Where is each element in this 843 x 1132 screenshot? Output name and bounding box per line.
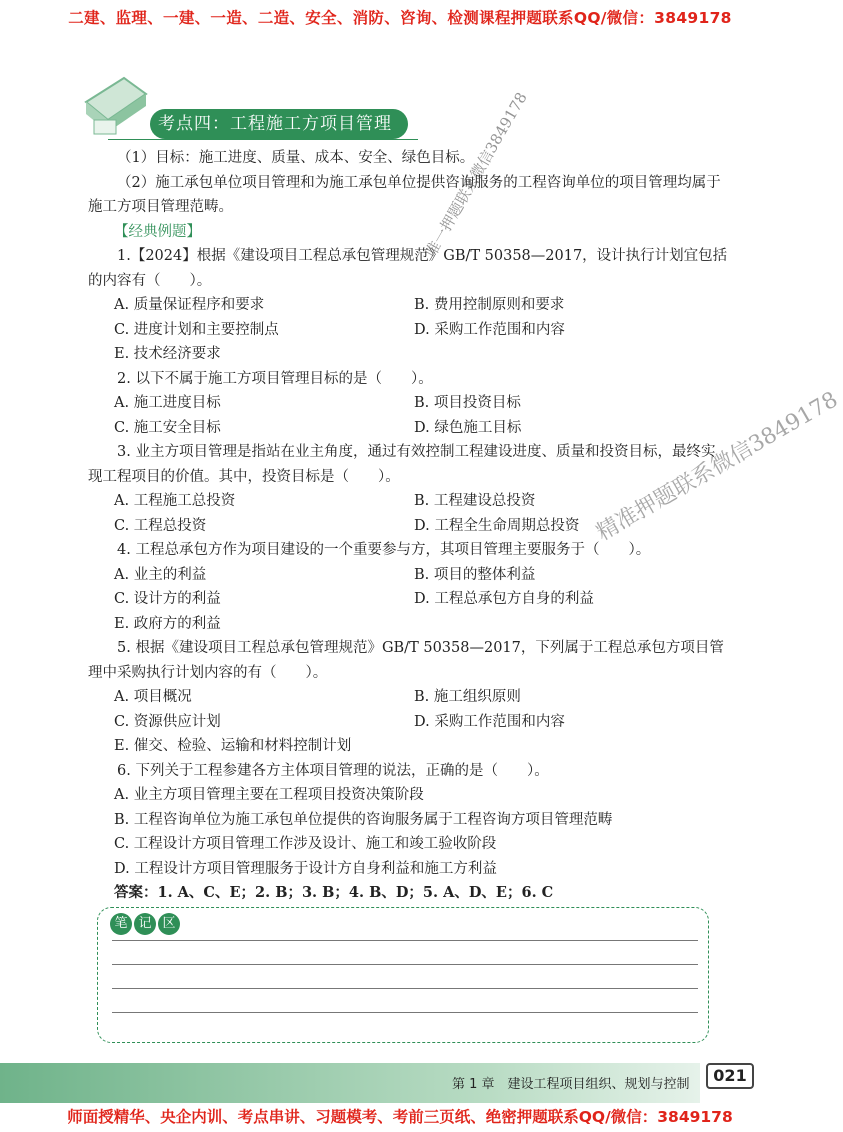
- option: A. 工程施工总投资: [114, 493, 236, 509]
- option: D. 绿色施工目标: [414, 419, 522, 436]
- question-6: [88, 759, 728, 882]
- option: C. 资源供应计划: [114, 713, 221, 730]
- option: D. 采购工作范围和内容: [414, 321, 565, 338]
- answer-key: 答案：1. A、C、E；2. B；3. B；4. B、D；5. A、D、E；6. C: [114, 884, 554, 901]
- option: B. 项目的整体利益: [414, 566, 536, 583]
- watermark: 唯一押题联系微信3849178: [421, 89, 531, 260]
- point-2: （2）施工承包单位项目管理和为施工承包单位提供咨询服务的工程咨询单位的项目管理均属于施工方项目管理范畴。: [88, 174, 721, 215]
- bottom-banner: 师面授精华、央企内训、考点串讲、习题模考、考前三页纸、绝密押题联系QQ/微信：3849178: [67, 1108, 733, 1126]
- note-line: [112, 940, 698, 941]
- examples-tag: 【经典例题】: [114, 223, 201, 240]
- question-5: [88, 636, 728, 759]
- notes-label-char: 记: [134, 913, 156, 935]
- option: C. 施工安全目标: [114, 419, 221, 436]
- option: B. 项目投资目标: [414, 395, 521, 411]
- option: B. 费用控制原则和要求: [414, 297, 565, 313]
- option: B. 工程咨询单位为施工承包单位提供的咨询服务属于工程咨询方项目管理范畴: [114, 811, 613, 828]
- notes-label: [110, 913, 180, 935]
- note-line: [112, 964, 698, 965]
- notes-label-char: 区: [158, 913, 180, 935]
- question-4: [88, 538, 728, 636]
- question-stem: 5. 根据《建设项目工程总承包管理规范》GB/T 50358—2017，下列属于工程总承包方项目管理中采购执行计划内容的有（ ）。: [88, 640, 724, 681]
- option: A. 业主的利益: [114, 566, 207, 583]
- point-1: （1）目标：施工进度、质量、成本、安全、绿色目标。: [117, 150, 475, 166]
- option: E. 技术经济要求: [114, 346, 221, 362]
- option: D. 工程总承包方自身的利益: [414, 591, 594, 607]
- option: C. 设计方的利益: [114, 591, 221, 607]
- option: C. 工程总投资: [114, 517, 207, 534]
- notes-area: [97, 907, 709, 1043]
- option: A. 项目概况: [114, 689, 192, 705]
- question-2: [88, 367, 728, 441]
- option: C. 工程设计方项目管理工作涉及设计、施工和竣工验收阶段: [114, 836, 497, 852]
- option: C. 进度计划和主要控制点: [114, 321, 279, 338]
- option: B. 工程建设总投资: [414, 493, 536, 509]
- question-stem: 3. 业主方项目管理是指站在业主角度，通过有效控制工程建设进度、质量和投资目标，最终实现工程项目的价值。其中，投资目标是（ ）。: [88, 444, 716, 485]
- notes-label-char: 笔: [110, 913, 132, 935]
- page-number: 021: [706, 1063, 754, 1089]
- question-stem: 4. 工程总承包方作为项目建设的一个重要参与方，其项目管理主要服务于（ ）。: [117, 542, 651, 558]
- option: A. 施工进度目标: [114, 395, 221, 411]
- option: A. 质量保证程序和要求: [114, 297, 265, 313]
- book-logo-icon: [80, 72, 152, 140]
- chapter-title: 第 1 章 建设工程项目组织、规划与控制: [452, 1077, 690, 1092]
- question-1: [88, 244, 728, 367]
- option: D. 工程设计方项目管理服务于设计方自身利益和施工方利益: [114, 860, 497, 877]
- option: E. 催交、检验、运输和材料控制计划: [114, 738, 352, 754]
- note-line: [112, 988, 698, 989]
- option: D. 采购工作范围和内容: [414, 713, 565, 730]
- option: B. 施工组织原则: [414, 689, 521, 705]
- title-underline: [108, 139, 418, 140]
- top-banner: 二建、监理、一建、一造、二造、安全、消防、咨询、检测课程押题联系QQ/微信：3849178: [68, 9, 732, 27]
- note-line: [112, 1012, 698, 1013]
- section-title: 考点四：工程施工方项目管理: [150, 109, 408, 139]
- question-stem: 2. 以下不属于施工方项目管理目标的是（ ）。: [117, 370, 433, 387]
- question-stem: 1.【2024】根据《建设项目工程总承包管理规范》GB/T 50358—2017，设计执行计划宜包括的内容有（ ）。: [88, 248, 728, 289]
- option: A. 业主方项目管理主要在工程项目投资决策阶段: [114, 787, 424, 803]
- question-stem: 6. 下列关于工程参建各方主体项目管理的说法，正确的是（ ）。: [117, 762, 549, 779]
- watermark: 精准押题联系微信3849178: [592, 387, 843, 546]
- option: D. 工程全生命周期总投资: [414, 517, 580, 534]
- option: E. 政府方的利益: [114, 615, 221, 632]
